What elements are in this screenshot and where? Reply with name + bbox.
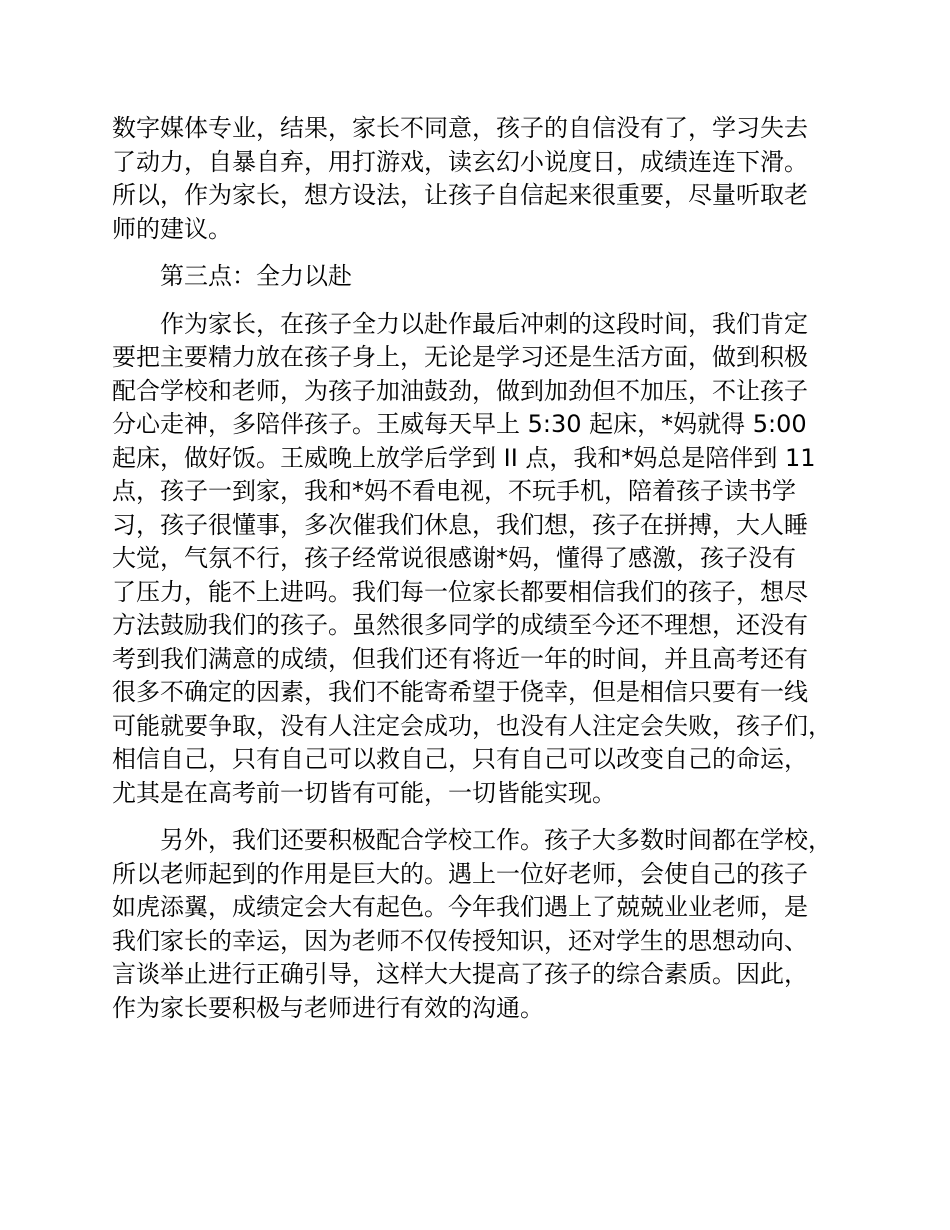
text-line: 可能就要争取，没有人注定会成功，也没有人注定会失败，孩子们，	[112, 711, 832, 740]
text-line: 师的建议。	[112, 214, 232, 243]
document-body	[112, 112, 854, 1039]
text-line: 我们家长的幸运，因为老师不仅传授知识，还对学生的思想动向、	[112, 926, 808, 955]
text-line: 方法鼓励我们的孩子。虽然很多同学的成绩至今还不理想，还没有	[112, 611, 808, 639]
text-line: 考到我们满意的成绩，但我们还有将近一年的时间，并且高考还有	[112, 644, 808, 673]
text-line: 习，孩子很懂事，多次催我们休息，我们想，孩子在拼搏，大人睡	[112, 510, 808, 539]
text-line: 尤其是在高考前一切皆有可能，一切皆能实现。	[112, 778, 616, 807]
heading-text: 第三点：全力以赴	[160, 262, 352, 290]
text-line: 了动力，自暴自弃，用打游戏，读玄幻小说度日，成绩连连下滑。	[112, 147, 808, 176]
paragraph-1	[112, 112, 854, 246]
paragraph-4	[112, 824, 854, 1025]
text-line: 要把主要精力放在孩子身上，无论是学习还是生活方面，做到积极	[112, 343, 808, 371]
text-line: 所以老师起到的作用是巨大的。遇上一位好老师，会使自己的孩子	[112, 859, 808, 888]
text-line: 大觉，气氛不行，孩子经常说很感谢*妈，懂得了感激，孩子没有	[112, 544, 796, 572]
text-line: 作为家长要积极与老师进行有效的沟通。	[112, 993, 544, 1022]
text-line: 言谈举止进行正确引导，这样大大提高了孩子的综合素质。因此，	[112, 960, 808, 988]
text-line: 另外，我们还要积极配合学校工作。孩子大多数时间都在学校，	[160, 826, 832, 854]
text-line: 了压力，能不上进吗。我们每一位家长都要相信我们的孩子，想尽	[112, 577, 808, 606]
text-line: 相信自己，只有自己可以救自己，只有自己可以改变自己的命运，	[112, 745, 808, 773]
text-line: 分心走神，多陪伴孩子。王威每天早上 5:30 起床，*妈就得 5:00	[112, 410, 807, 438]
text-line: 数字媒体专业，结果，家长不同意，孩子的自信没有了，学习失去	[112, 114, 808, 142]
section-heading	[112, 260, 854, 294]
text-line: 起床，做好饭。王威晚上放学后学到 II 点，我和*妈总是陪伴到 11	[112, 443, 816, 472]
text-line: 点，孩子一到家，我和*妈不看电视，不玩手机，陪着孩子读书学	[112, 477, 796, 505]
text-line: 很多不确定的因素，我们不能寄希望于侥幸，但是相信只要有一线	[112, 678, 808, 706]
text-line: 所以，作为家长，想方设法，让孩子自信起来很重要，尽量听取老	[112, 181, 808, 209]
text-line: 配合学校和老师，为孩子加油鼓劲，做到加劲但不加压，不让孩子	[112, 376, 808, 405]
text-line: 如虎添翼，成绩定会大有起色。今年我们遇上了兢兢业业老师，是	[112, 893, 808, 921]
paragraph-3	[112, 308, 854, 811]
text-line: 作为家长，在孩子全力以赴作最后冲刺的这段时间，我们肯定	[160, 309, 808, 338]
